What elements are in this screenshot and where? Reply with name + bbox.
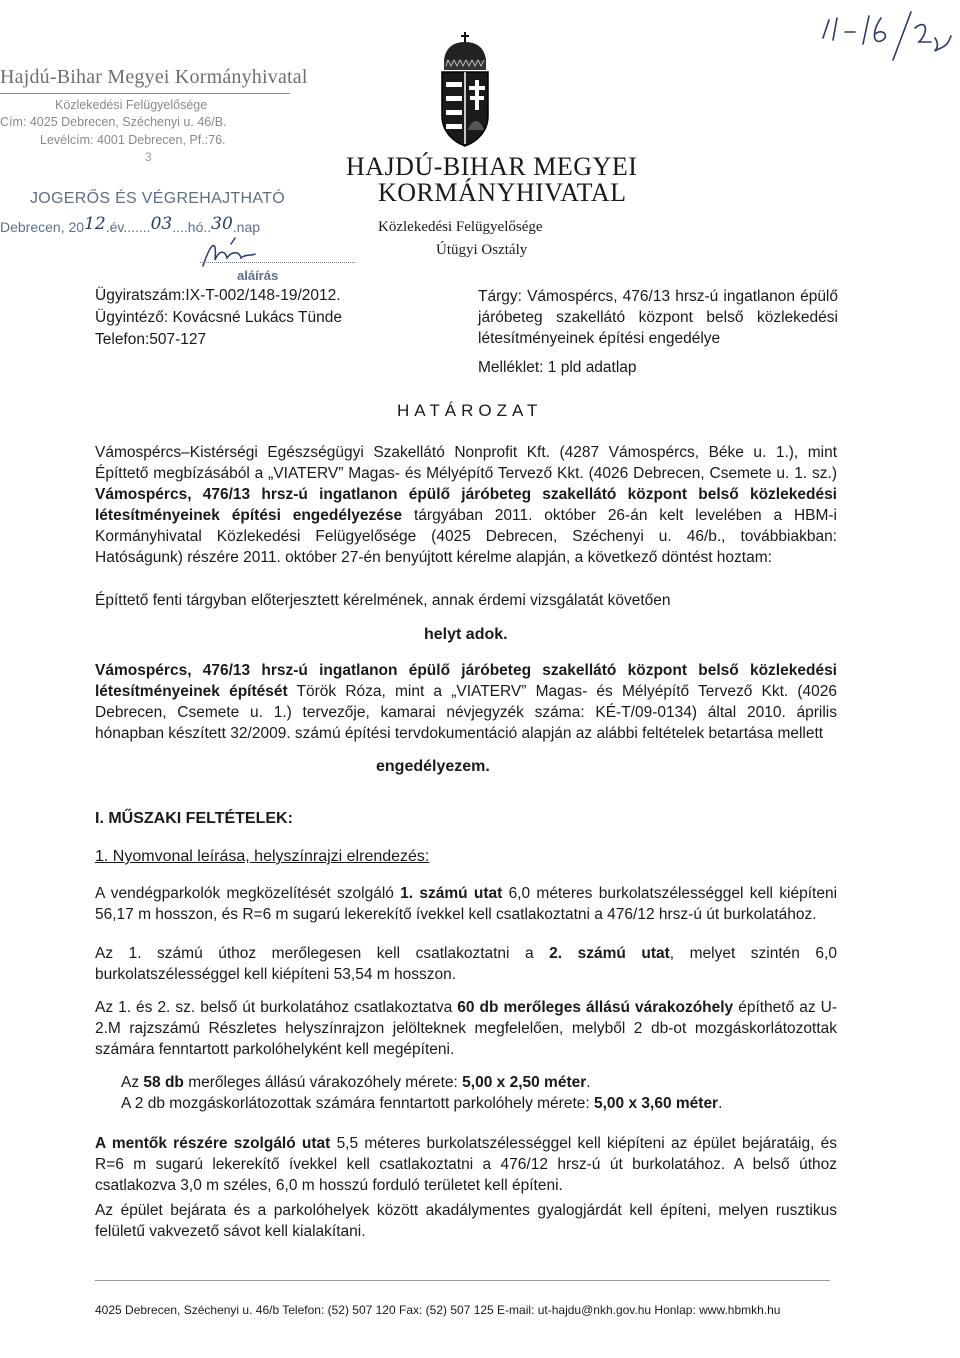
paragraph-road-2: Az 1. számú úthoz merőlegesen kell csatlakoztatni a 2. számú utat, melyet szintén 6,0 burkolatszélességgel kell kiépíteni 53,54 m hosszon.	[95, 945, 837, 983]
stamp-digit: 3	[145, 150, 152, 164]
signature-label: aláírás	[237, 268, 279, 283]
section-heading-technical: I. MŰSZAKI FELTÉTELEK:	[95, 810, 293, 827]
footer-contact: 4025 Debrecen, Széchenyi u. 46/b Telefon: (52) 507 120 Fax: (52) 507 125 E-mail: ut-hajdu@nkh.gov.hu Honlap: www.hbmkh.hu	[95, 1303, 781, 1317]
stamp-title: Hajdú-Bihar Megyei Kormányhivatal	[0, 66, 308, 88]
decision-approve: helyt adok.	[424, 626, 508, 643]
subsection-heading-route: 1. Nyomvonal leírása, helyszínrajzi elrendezés:	[95, 848, 430, 865]
stamp-line-address: Cím: 4025 Debrecen, Széchenyi u. 46/B.	[0, 115, 227, 129]
date-city: Debrecen, 20	[0, 219, 85, 235]
date-month: 03	[150, 214, 173, 234]
handwritten-date	[815, 10, 955, 65]
coat-of-arms-icon	[438, 30, 492, 148]
authority-name-line2: KORMÁNYHIVATAL	[378, 178, 627, 207]
date-day: 30	[211, 214, 233, 234]
authority-department: Közlekedési Felügyelősége	[378, 219, 543, 235]
paragraph-review: Építtető fenti tárgyban előterjesztett kérelmének, annak érdemi vizsgálatát követően	[95, 592, 671, 609]
decision-permit: engedélyezem.	[376, 758, 490, 775]
phone: Telefon:507-127	[95, 331, 207, 348]
stamp-divider	[0, 93, 290, 94]
stamp-line-department: Közlekedési Felügyelősége	[55, 98, 208, 112]
date-ev: .év	[105, 219, 124, 235]
finality-date: Debrecen, 2012.év.......03....hó..30.nap	[0, 214, 261, 235]
paragraph-road-1: A vendégparkolók megközelítését szolgáló 1. számú utat 6,0 méteres burkolatszélességgel kell kiépíteni 56,17 m hosszon, és R=6 m sugarú lekerekítő ívekkel kell csatlakoztatni a 476/12 hrsz-ú út burkolatához.	[95, 885, 838, 923]
paragraph-sidewalk: Az épület bejárata és a parkolóhelyek között akadálymentes gyalogjárdát kell építeni, melyen rusztikus felületű vakvezető sávot kell kialakítani.	[95, 1202, 837, 1240]
paragraph-parking: Az 1. és 2. sz. belső út burkolatához csatlakoztatva 60 db merőleges állású várakozóhely építhető az U-2.M rajzszámú Részletes helyszínrajzon jelölteknek megfelelően, melyből 2 db-ot mozgáskorlátozottak számára fenntartott parkolóhelyként kell megépíteni.	[95, 999, 837, 1058]
subject: Tárgy: Vámospércs, 476/13 hrsz-ú ingatlanon épülő járóbeteg szakellátó központ belső közlekedési létesítményeinek építési engedélye	[478, 288, 838, 347]
parking-spec-standard: Az 58 db merőleges állású várakozóhely mérete: 5,00 x 2,50 méter.	[121, 1074, 591, 1091]
stamp-line-postal: Levélcím: 4001 Debrecen, Pf.:76.	[40, 133, 226, 147]
parking-spec-accessible: A 2 db mozgáskorlátozottak számára fenntartott parkolóhely mérete: 5,00 x 3,60 méter.	[121, 1095, 723, 1112]
case-number: Ügyiratszám:IX-T-002/148-19/2012.	[95, 287, 341, 304]
document-heading: HATÁROZAT	[397, 401, 543, 420]
date-year: 12	[84, 214, 106, 234]
authority-name-line1: HAJDÚ-BIHAR MEGYEI	[346, 152, 638, 181]
finality-stamp: JOGERŐS ÉS VÉGREHAJTHATÓ	[30, 190, 285, 207]
administrator: Ügyintéző: Kovácsné Lukács Tünde	[95, 309, 343, 326]
date-nap: .nap	[232, 219, 261, 235]
paragraph-ambulance-road: A mentők részére szolgáló utat 5,5 méteres burkolatszélességgel kell kiépíteni az épület bejáratáig, és R=6 m sugarú lekerekítő ívekkel kell csatlakoztatni a 476/12 hrsz-ú út burkolatához. A belső úthoz csatlakozva 3,0 m széles, 6,0 m hosszú forduló területet kell építeni.	[95, 1135, 837, 1194]
handwritten-signature	[195, 236, 275, 270]
date-ho: hó	[187, 219, 204, 235]
attachment: Melléklet: 1 pld adatlap	[478, 359, 637, 376]
footer-divider	[95, 1280, 830, 1281]
paragraph-permit: Vámospércs, 476/13 hrsz-ú ingatlanon épülő járóbeteg szakellátó központ belső közlekedési létesítményeinek építését Török Róza, mint a „VIATERV” Magas- és Mélyépítő Tervező Kkt. (4026 Debrecen, Csemete u. 1.) tervezője, kamarai névjegyzék száma: KÉ-T/09-0134) által 2010. április hónapban készített 32/2009. számú építési tervdokumentáció alapján az alábbi feltételek betartása mellett	[95, 662, 837, 742]
authority-division: Útügyi Osztály	[436, 242, 528, 258]
paragraph-request: Vámospércs–Kistérségi Egészségügyi Szakellátó Nonprofit Kft. (4287 Vámospércs, Béke u. 1.), mint Építtető megbízásából a „VIATERV” Magas- és Mélyépítő Tervező Kkt. (4026 Debrecen, Csemete u. 1. sz.) Vámospércs, 476/13 hrsz-ú ingatlanon épülő járóbeteg szakellátó központ belső közlekedési létesítményeinek építési engedélyezése tárgyában 2011. október 26-án kelt levelében a HBM-i Kormányhivatal Közlekedési Felügyelősége (4025 Debrecen, Széchenyi u. 46/b., továbbiakban: Hatóságunk) részére 2011. október 27-én benyújtott kérelme alapján, a következő döntést hoztam:	[95, 444, 837, 566]
signature-line	[200, 262, 355, 263]
